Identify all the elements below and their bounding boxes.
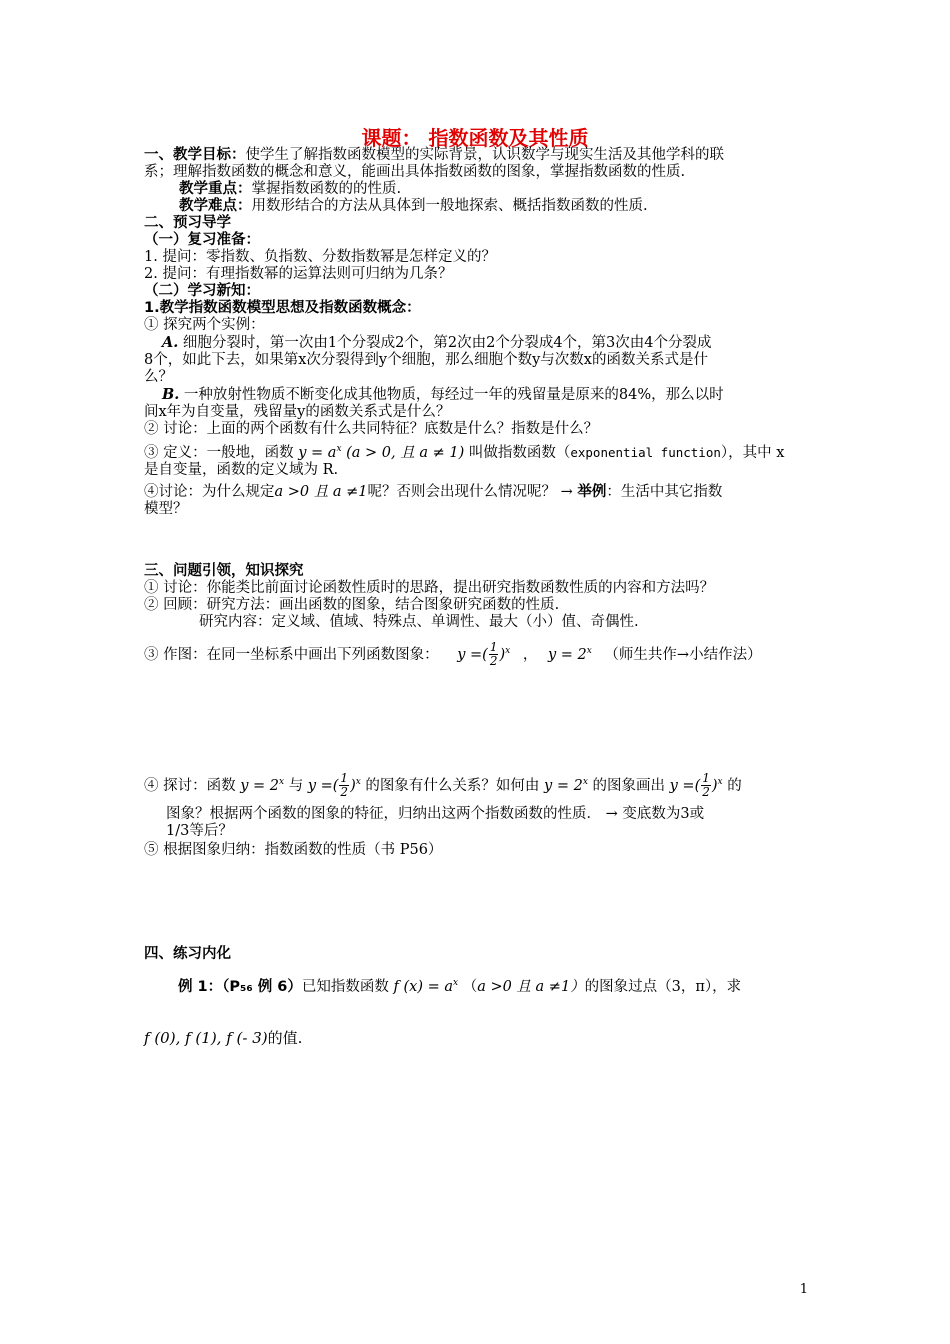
exploration-item-1: ① 讨论：你能类比前面讨论函数性质时的思路，提出研究指数函数性质的内容和方法吗？: [144, 580, 715, 596]
example-a-line-1: 细胞分裂时，第一次由1个分裂成2个，第2次由2个分裂成4个，第3次由4个分裂成: [182, 335, 712, 351]
example-1-text-3: 的图象过点（3，π），求: [584, 978, 742, 995]
explore-part-6: 图象？根据两个函数的图象的特征，归纳出这两个指数函数的性质． → 变底数为3或: [166, 806, 705, 822]
exploration-item-2: ② 回顾：研究方法：画出函数的图象，结合图象研究函数的性质.: [144, 597, 560, 613]
definition-part-4: 是自变量，函数的定义域为 R.: [144, 461, 339, 478]
section-exploration: [144, 563, 808, 631]
page-number: 1: [799, 1282, 808, 1297]
section-objectives: [144, 147, 808, 215]
difficulty-label: 教学难点：: [179, 198, 252, 214]
example-b-line-2: 间x年为自变量，残留量y的函数关系式是什么？: [144, 404, 451, 420]
explore-part-2: 与: [288, 777, 304, 794]
why-part-4: 模型？: [144, 500, 188, 517]
explore-part-1: ④ 探讨：函数: [144, 777, 236, 794]
difficulty-text: 用数形结合的方法从具体到一般地探索、概括指数函数的性质.: [251, 198, 648, 214]
definition-part-1: ③ 定义：一般地，函数: [144, 444, 294, 461]
objectives-text-1: 使学生了解指数函数模型的实际背景，认识数学与现实生活及其他学科的联: [245, 147, 724, 163]
exploration-item-4: ④ 探讨：函数 $y = 2^x$ 与 y =( $\frac{1}{2}$ )$^x$ 的图象有什么关系？如何由 $y = 2^x$ 的图象画出 y =( $\frac{1}{2}$ )$^x$ 的: [144, 771, 742, 800]
example-1-label: 例 1：（P₅₆ 例 6）: [178, 978, 302, 995]
objectives-heading: 一、教学目标：: [144, 147, 246, 163]
practice-heading: 四、练习内化: [144, 946, 231, 962]
why-part-3: ：生活中其它指数: [606, 483, 723, 500]
formula-two-x: $y = 2^x$: [547, 646, 592, 663]
objectives-text-2: 系；理解指数函数的概念和意义，能画出具体指数函数的图象，掌握指数函数的性质.: [144, 164, 686, 180]
example-1-formula: f $(x) = a^x$: [393, 978, 459, 995]
exploration-item-3: ③ 作图：在同一坐标系中画出下列函数图象： y =( $\frac{1}{2}$ )$^x$ ， $y = 2^x$ （师生共作→小结作法）: [144, 640, 762, 669]
explore-part-5: 的: [727, 777, 742, 794]
question-2: 2. 提问：有理指数幂的运算法则可归纳为几条？: [144, 266, 453, 282]
why-part-1: ④讨论：为什么规定: [144, 483, 275, 500]
explore-part-4: 的图象画出: [592, 777, 666, 794]
focus-text: 掌握指数函数的的性质.: [251, 181, 402, 197]
definition-formula: $y = a^x$ (a > 0, 且 a ≠ 1): [298, 444, 465, 461]
exploration-item-5: ⑤ 根据图象归纳：指数函数的性质（书 P56）: [144, 842, 443, 858]
why-part-2: 呢？否则会出现什么情况呢？ →: [367, 483, 573, 500]
example-a-line-2: 8个，如此下去，如果第x次分裂得到y个细胞，那么细胞个数y与次数x的函数关系式是什: [144, 352, 708, 368]
definition-english: exponential function: [570, 444, 721, 460]
why-example-label: 举例: [577, 483, 607, 500]
definition-part-3: ），其中 x: [720, 444, 785, 461]
draw-text: ③ 作图：在同一坐标系中画出下列函数图象：: [144, 646, 439, 663]
explore-part-7: 1/3等后？: [166, 823, 233, 839]
why-condition: a >0 且 a ≠1: [274, 483, 368, 500]
question-1: 1. 提问：零指数、负指数、分数指数幂是怎样定义的？: [144, 249, 496, 265]
example-1-text-2: （: [462, 978, 478, 995]
exploration-item-2b: 研究内容：定义域、值域、特殊点、单调性、最大（小）值、奇偶性.: [199, 614, 639, 630]
explore-item: ① 探究两个实例：: [144, 317, 265, 333]
draw-note: （师生共作→小结作法）: [604, 646, 762, 663]
discuss-item: ② 讨论：上面的两个函数有什么共同特征？底数是什么？指数是什么？: [144, 421, 599, 437]
formula-half-x: y =( $\frac{1}{2}$ )$^x$: [457, 640, 511, 669]
new-knowledge-subheading: （二）学习新知：: [144, 283, 260, 299]
topic-heading: 1.教学指数函数模型思想及指数函数概念：: [144, 300, 421, 316]
preview-heading: 二、预习导学: [144, 215, 231, 231]
example-1: [144, 968, 808, 1002]
example-b-line-1: 一种放射性物质不断变化成其他物质，每经过一年的残留量是原来的84%，那么以时: [183, 387, 724, 403]
section-preview: 二、预习导学 （一）复习准备： 1. 提问：零指数、负指数、分数指数幂是怎样定义的？ 2. 提问：有理指数幂的运算法则可归纳为几条？ （二）学习新知： 1.教学指数函数模型思想及指数函数概念： ① 探究两个实例： A. 细胞分裂时，第一次由1个分裂成2个，第2次由2个分裂成4个，第3次由4个分裂成 8个，如此下去，如果第x次分裂得到y个细胞，那么细胞个数y与次数x的函数关系式是什 么？ B. 一种放射性物质不断变化成其他物质，每经过一年的残留量是原来的84%，那么以时 间x年为自变量，残留量y的函数关系式是什么？ ② 讨论：上面的两个函数有什么共同特征？底数是什么？指数是什么？ ③ 定义：一般地，函数 $y = a^x$ (a > 0, 且 a ≠ 1) 叫做指数函数（exponential function），其中 x 是自变量，函数的定义域为 R. ④讨论：为什么规定a >0 且 a ≠1呢？否则会出现什么情况呢？ → 举例：生活中其它指数 模型？: [144, 215, 808, 518]
definition-part-2: 叫做指数函数（: [468, 444, 571, 461]
example-1-condition: a >0 且 a ≠1）: [477, 978, 585, 995]
example-1-text-1: 已知指数函数: [301, 978, 389, 995]
focus-label: 教学重点：: [179, 181, 252, 197]
example-a-line-3: 么？: [144, 369, 173, 385]
example-1-values: f (0), f (1), f (- 3)的值.: [144, 1029, 303, 1047]
example-1-text-4: 的值.: [267, 1029, 303, 1047]
explore-part-3: 的图象有什么关系？如何由: [365, 777, 540, 794]
review-subheading: （一）复习准备：: [144, 232, 260, 248]
page-title: 课题： 指数函数及其性质: [361, 126, 589, 150]
exploration-heading: 三、问题引领，知识探究: [144, 563, 304, 579]
exploration-item-4-cont: [144, 806, 808, 840]
